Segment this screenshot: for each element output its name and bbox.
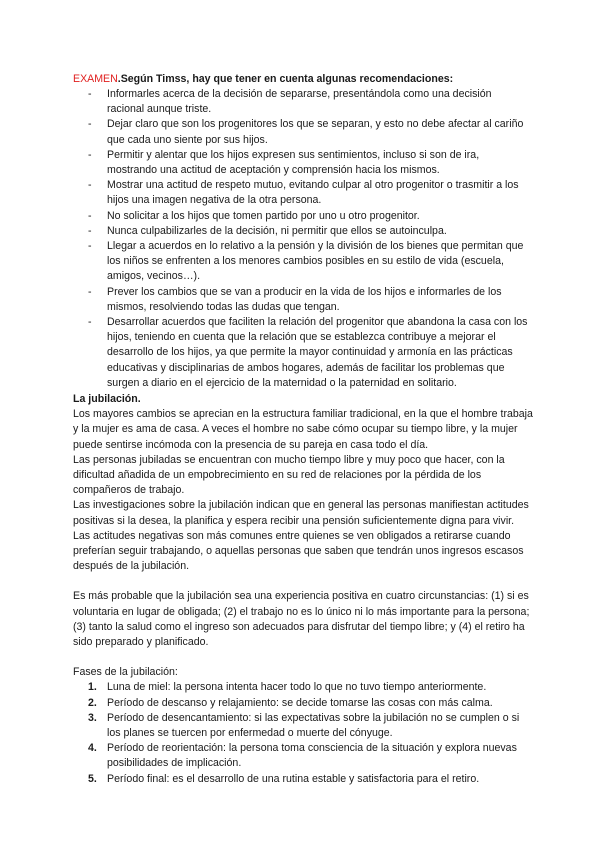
list-item — [73, 224, 531, 239]
section-title: La jubilación. — [73, 393, 141, 405]
recommendations-list — [73, 87, 531, 391]
bullet-dash-icon: - — [88, 316, 92, 329]
recommendation-text: Permitir y alentar que los hijos expresen sus sentimientos, incluso si son de ira, mostrando una actitud de aceptación y comprensión hacia los mismos. — [107, 148, 480, 177]
recommendation-text: Informarles acerca de la decisión de separarse, presentándola como una decisión racional aunque triste. — [107, 88, 492, 116]
bullet-dash-icon: - — [88, 224, 92, 237]
list-item — [73, 87, 531, 117]
list-item — [73, 772, 533, 787]
recommendation-text: Dejar claro que son los progenitores los que se separan, y esto no debe afectar al cariño que cada uno siente por sus hijos. — [107, 118, 524, 146]
recommendation-text: Mostrar una actitud de respeto mutuo, evitando culpar al otro progenitor o trasmitir a los hijos una imagen negativa de la otra persona. — [107, 179, 519, 207]
phase-number: 3. — [88, 711, 97, 724]
recommendation-text: Desarrollar acuerdos que faciliten la relación del progenitor que abandona la casa con los hijos, teniendo en cuenta que la relación que se establezca contribuye a mejorar el desarrollo de los hijos, ya que permite la mayor continuidad y armonía en las prácticas educativas y disciplinarias de ambos hogares, además de facilitar los problemas que surgen a diario en el ejercicio de la maternidad o la paternidad en solitario. — [107, 316, 528, 389]
recommendation-text: No solicitar a los hijos que tomen partido por uno u otro progenitor. — [107, 209, 420, 222]
bullet-dash-icon: - — [88, 148, 92, 161]
retirement-section — [73, 392, 533, 787]
phase-number: 4. — [88, 742, 97, 755]
paragraph: Las personas jubiladas se encuentran con mucho tiempo libre y muy poco que hacer, con la dificultad añadida de un empobrecimiento en su red de relaciones por la pérdida de los compañeros de trabajo. — [73, 453, 505, 497]
bullet-dash-icon: - — [88, 240, 92, 253]
phase-number: 5. — [88, 772, 97, 785]
spacer — [73, 650, 533, 665]
list-item — [73, 239, 531, 285]
recommendation-text: Prever los cambios que se van a producir en la vida de los hijos e informarles de los mismos, resolviendo todas las dudas que tengan. — [107, 285, 502, 313]
bullet-dash-icon: - — [88, 179, 92, 192]
phase-text: Período final: es el desarrollo de una rutina estable y satisfactoria para el retiro. — [107, 772, 480, 785]
exam-label: EXAMEN — [73, 73, 118, 85]
list-item — [73, 711, 533, 741]
recommendation-text: Llegar a acuerdos en lo relativo a la pensión y la división de los bienes que permitan que los niños se enfrenten a los menores cambios posibles en su estilo de vida (escuela, amigos, vecinos…). — [107, 240, 524, 283]
recommendation-text: Nunca culpabilizarles de la decisión, ni permitir que ellos se autoinculpa. — [107, 224, 447, 237]
paragraph: Las investigaciones sobre la jubilación indican que en general las personas manifiestan actitudes positivas si la desea, la planifica y espera recibir una pensión suficientemente digna para vivir. Las actitudes negativas son más comunes entre quienes se ven obligados a retirarse cuando preferían seguir trabajando, o aquellas personas que saben que tendrán unos ingresos escasos después de la jubilación. — [73, 499, 529, 573]
list-item — [73, 117, 531, 147]
phases-list — [73, 680, 533, 786]
list-item — [73, 741, 533, 771]
list-item — [73, 315, 531, 391]
list-item — [73, 696, 533, 711]
list-item — [73, 148, 531, 178]
phase-text: Período de reorientación: la persona toma consciencia de la situación y explora nuevas posibilidades de implicación. — [107, 742, 517, 770]
paragraph: Los mayores cambios se aprecian en la estructura familiar tradicional, en la que el hombre trabaja y la mujer es ama de casa. A veces el hombre no sabe cómo ocupar su tiempo libre, y la mujer puede sentirse incómoda con la presencia de su pareja en casa todo el día. — [73, 408, 533, 451]
list-item — [73, 209, 531, 224]
bullet-dash-icon: - — [88, 285, 92, 298]
phase-text: Período de descanso y relajamiento: se decide tomarse las cosas con más calma. — [107, 696, 493, 709]
heading-text: .Según Timss, hay que tener en cuenta algunas recomendaciones: — [117, 73, 454, 85]
phase-number: 2. — [88, 696, 97, 709]
list-item — [73, 680, 533, 695]
list-item — [73, 285, 531, 315]
phase-text: Luna de miel: la persona intenta hacer todo lo que no tuvo tiempo anteriormente. — [107, 681, 487, 694]
exam-heading — [73, 72, 453, 87]
phase-text: Período de desencantamiento: si las expectativas sobre la jubilación no se cumplen o si los planes se tuercen por enfermedad o muerte del cónyuge. — [107, 711, 520, 740]
list-item — [73, 178, 531, 208]
bullet-dash-icon: - — [88, 209, 92, 222]
phase-number: 1. — [88, 681, 97, 694]
spacer — [73, 574, 533, 589]
phases-title: Fases de la jubilación: — [73, 666, 178, 679]
circumstances-paragraph: Es más probable que la jubilación sea una experiencia positiva en cuatro circunstancias: (1) si es voluntaria en lugar de obligada; (2) el trabajo no es lo único ni lo más importante para la persona; (3) tanto la salud como el ingreso son adecuados para disfrutar del tiempo libre; y (4) el retiro ha sido preparado y planificado. — [73, 590, 530, 649]
bullet-dash-icon: - — [88, 88, 92, 100]
bullet-dash-icon: - — [88, 118, 92, 131]
